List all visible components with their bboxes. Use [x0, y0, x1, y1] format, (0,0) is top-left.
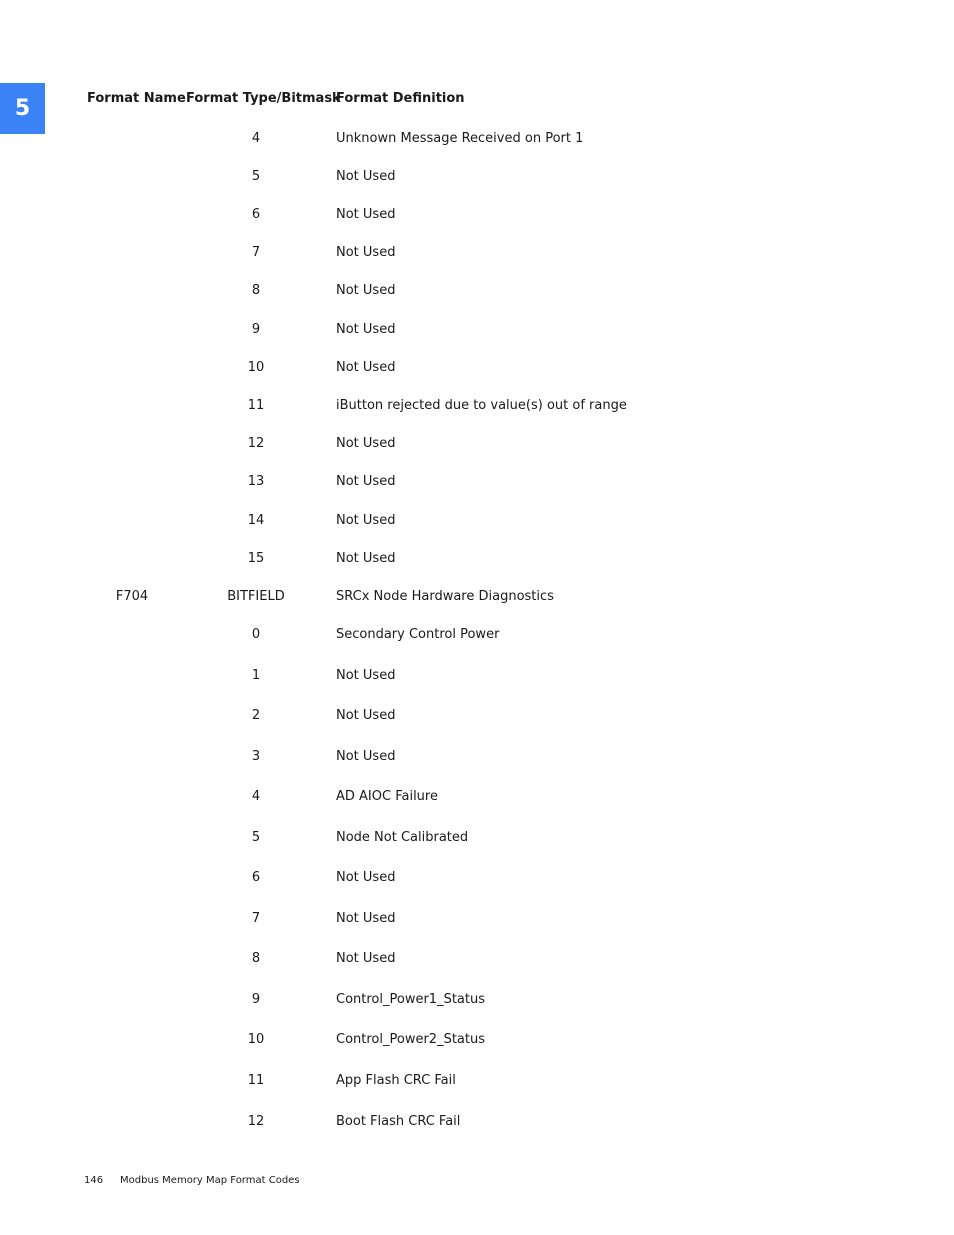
format-definition-cell: Not Used	[336, 360, 396, 375]
format-definition-cell: Not Used	[336, 474, 396, 489]
format-definition-cell: Unknown Message Received on Port 1	[336, 131, 584, 146]
footer-section-title: Modbus Memory Map Format Codes	[120, 1175, 300, 1186]
table-row	[0, 474, 954, 494]
table-row	[0, 322, 954, 342]
table-row	[0, 398, 954, 418]
format-type-cell: 9	[251, 992, 261, 1007]
table-row	[0, 627, 954, 647]
format-type-cell: 5	[251, 169, 261, 184]
format-type-cell: 6	[251, 207, 261, 222]
format-definition-cell: Not Used	[336, 169, 396, 184]
format-definition-cell: Not Used	[336, 283, 396, 298]
format-type-cell: 12	[247, 1114, 265, 1129]
format-type-cell: 14	[247, 513, 265, 528]
table-row	[0, 992, 954, 1012]
format-definition-cell: iButton rejected due to value(s) out of range	[336, 398, 627, 413]
format-type-cell: 7	[251, 245, 261, 260]
format-type-cell: 6	[251, 870, 261, 885]
table-row	[0, 951, 954, 971]
format-type-cell: 10	[247, 360, 265, 375]
format-definition-cell: Not Used	[336, 207, 396, 222]
table-row	[0, 169, 954, 189]
format-type-cell: 15	[247, 551, 265, 566]
table-row	[0, 207, 954, 227]
table-row	[0, 436, 954, 456]
table-row	[0, 668, 954, 688]
format-type-cell: 4	[251, 131, 261, 146]
table-row	[0, 131, 954, 151]
format-type-cell: 1	[251, 668, 261, 683]
format-definition-cell: Control_Power1_Status	[336, 992, 485, 1007]
format-type-cell: 11	[247, 398, 265, 413]
header-format-name: Format Name	[87, 91, 186, 106]
format-type-cell: 3	[251, 749, 261, 764]
format-definition-cell: Control_Power2_Status	[336, 1032, 485, 1047]
format-definition-cell: Node Not Calibrated	[336, 830, 469, 845]
table-row	[0, 551, 954, 571]
table-row	[0, 749, 954, 769]
table-row	[0, 789, 954, 809]
table-row	[0, 245, 954, 265]
format-definition-cell: Boot Flash CRC Fail	[336, 1114, 461, 1129]
format-type-cell: 0	[251, 627, 261, 642]
format-definition-cell: AD AIOC Failure	[336, 789, 438, 804]
format-definition-cell: App Flash CRC Fail	[336, 1073, 456, 1088]
format-type-cell: 7	[251, 911, 261, 926]
format-definition-cell: Not Used	[336, 245, 396, 260]
format-type-cell: 8	[251, 951, 261, 966]
format-type-cell: 13	[247, 474, 265, 489]
table-row	[0, 1032, 954, 1052]
format-name-cell: F704	[115, 589, 149, 604]
format-definition-cell: Not Used	[336, 322, 396, 337]
table-row	[0, 1073, 954, 1093]
format-definition-cell: Not Used	[336, 911, 396, 926]
table-row	[0, 870, 954, 890]
format-definition-cell: SRCx Node Hardware Diagnostics	[336, 589, 554, 604]
table-row	[0, 283, 954, 303]
table-row	[0, 513, 954, 533]
format-definition-cell: Not Used	[336, 513, 396, 528]
format-type-cell: 2	[251, 708, 261, 723]
format-definition-cell: Not Used	[336, 951, 396, 966]
format-definition-cell: Not Used	[336, 749, 396, 764]
chapter-tab: 5	[0, 83, 45, 134]
header-format-definition: Format Definition	[336, 91, 465, 106]
format-type-cell: 4	[251, 789, 261, 804]
format-type-cell: BITFIELD	[227, 589, 285, 604]
table-row	[0, 830, 954, 850]
table-row	[0, 911, 954, 931]
table-row	[0, 1114, 954, 1134]
format-definition-cell: Not Used	[336, 870, 396, 885]
format-definition-cell: Secondary Control Power	[336, 627, 500, 642]
format-type-cell: 11	[247, 1073, 265, 1088]
format-definition-cell: Not Used	[336, 551, 396, 566]
format-type-cell: 10	[247, 1032, 265, 1047]
format-definition-cell: Not Used	[336, 436, 396, 451]
format-type-cell: 12	[247, 436, 265, 451]
format-definition-cell: Not Used	[336, 708, 396, 723]
format-type-cell: 8	[251, 283, 261, 298]
table-row	[0, 708, 954, 728]
format-type-cell: 9	[251, 322, 261, 337]
format-type-cell: 5	[251, 830, 261, 845]
footer-page-number: 146	[84, 1175, 104, 1186]
table-row	[0, 360, 954, 380]
table-row	[0, 589, 954, 609]
format-definition-cell: Not Used	[336, 668, 396, 683]
header-format-type: Format Type/Bitmask	[186, 91, 341, 106]
